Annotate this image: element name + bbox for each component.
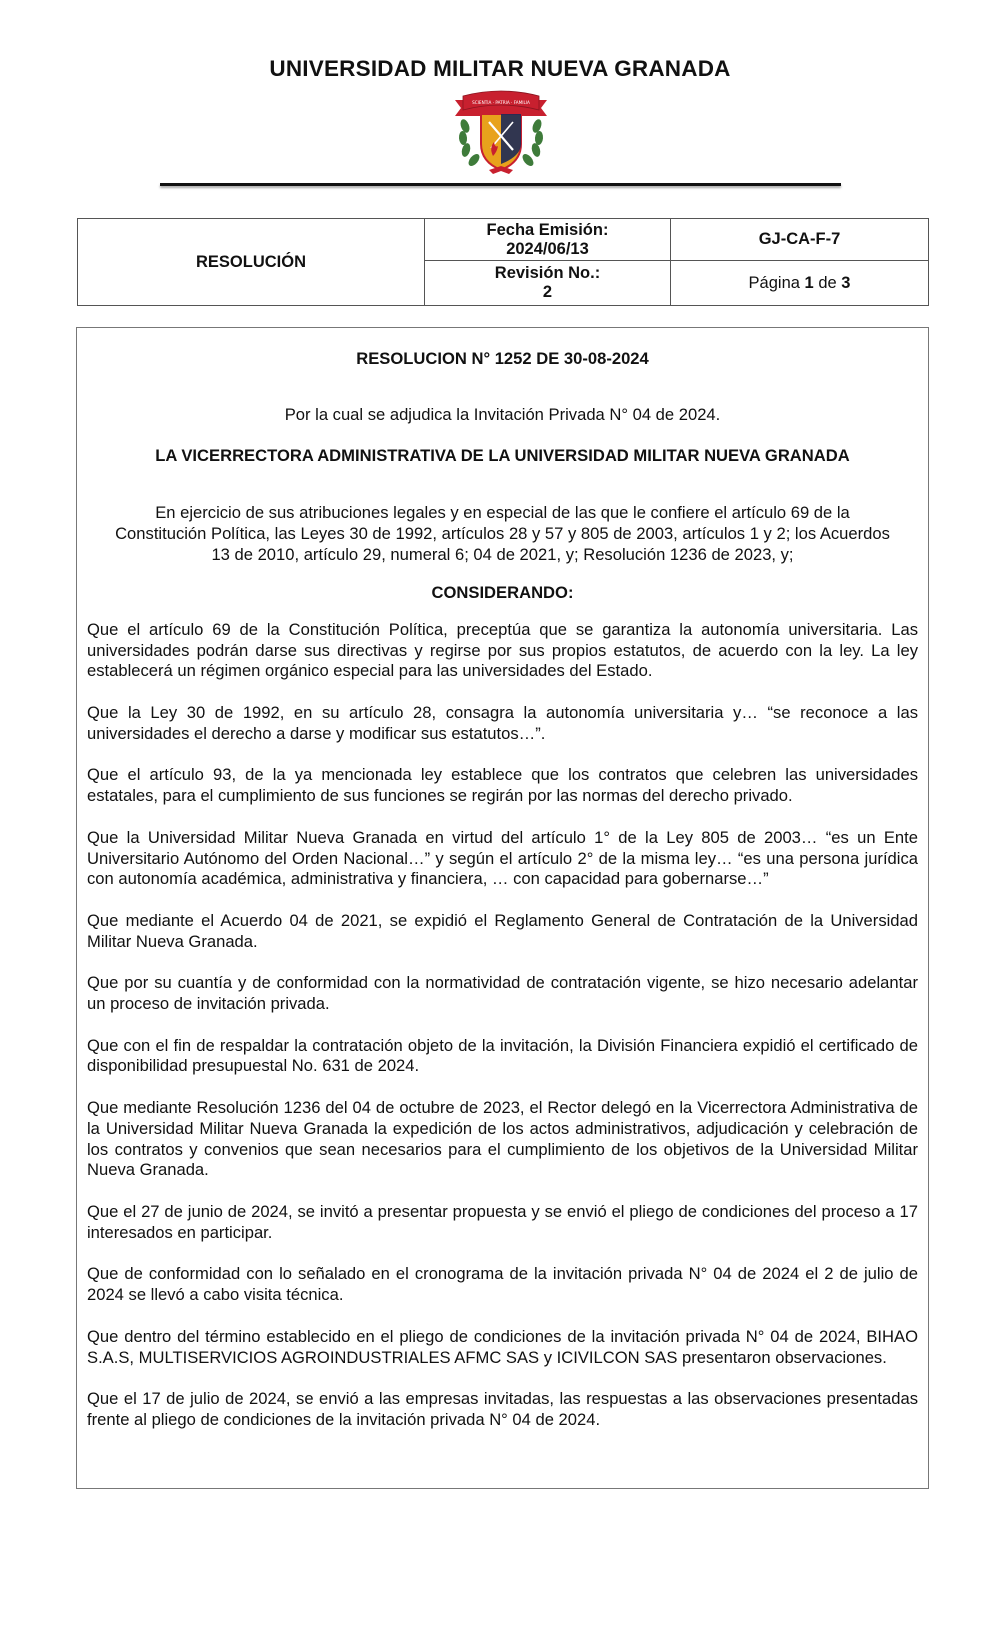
- page-total: 3: [841, 273, 851, 292]
- page-current: 1: [804, 273, 814, 292]
- resolution-subject: Por la cual se adjudica la Invitación Privada N° 04 de 2024.: [284, 404, 721, 424]
- issuing-authority: LA VICERRECTORA ADMINISTRATIVA DE LA UNIVERSIDAD MILITAR NUEVA GRANADA: [155, 446, 850, 466]
- doc-code-cell: [671, 219, 929, 261]
- legal-basis: En ejercicio de sus atribuciones legales y en especial de las que le confiere el artículo 69 de la Constitución Política, las Leyes 30 de 1992, artículos 28 y 57 y 805 de 2003, artículos 1 y 2; los Acuerdos 13 de 2010, artículo 29, numeral 6; 04 de 2021, y; Resolución 1236 de 2023, y;: [115, 503, 890, 564]
- issue-date-label: Fecha Emisión:: [486, 220, 609, 239]
- doc-type: RESOLUCIÓN: [195, 252, 306, 271]
- resolution-title: RESOLUCION N° 1252 DE 30-08-2024: [356, 349, 649, 368]
- revision-value: 2: [542, 283, 553, 301]
- considering-paragraph: Que el 17 de julio de 2024, se envió a las empresas invitadas, las respuestas a las observaciones presentadas frente al pliego de condiciones de la invitación privada N° 04 de 2024.: [87, 1389, 918, 1429]
- document-control-table: [77, 218, 929, 306]
- revision-cell: [425, 261, 671, 306]
- university-seal-logo: [451, 86, 551, 176]
- revision-label: Revisión No.:: [494, 264, 601, 282]
- doc-type-cell: [78, 219, 425, 306]
- issue-date-cell: [425, 219, 671, 261]
- page-label: Página: [748, 273, 800, 292]
- page-of: de: [818, 273, 837, 292]
- considering-paragraph: Que la Ley 30 de 1992, en su artículo 28, consagra la autonomía universitaria y… “se reconoce a las universidades el derecho a darse y modificar sus estatutos…”.: [87, 703, 918, 743]
- resolution-body-frame: [76, 327, 929, 1489]
- considering-paragraph: Que por su cuantía y de conformidad con la normatividad de contratación vigente, se hizo necesario adelantar un proceso de invitación privada.: [87, 973, 918, 1014]
- resolution-body: [87, 348, 918, 1431]
- page-number-cell: [671, 261, 929, 306]
- considering-paragraph: Que el artículo 69 de la Constitución Política, preceptúa que se garantiza la autonomía universitaria. Las universidades podrán darse sus directivas y regirse por sus propios estatutos, de acuerdo con la ley. La ley establecerá un régimen orgánico especial para las universidades del Estado.: [87, 619, 918, 681]
- issue-date-value: 2024/06/13: [506, 239, 589, 258]
- shield-crest-icon: [451, 86, 551, 176]
- considering-paragraph: Que el artículo 93, de la ya mencionada ley establece que los contratos que celebren las universidades estatales, para el cumplimiento de sus funciones se regirán por las normas del derecho privado.: [87, 765, 918, 806]
- doc-code: GJ-CA-F-7: [758, 230, 841, 248]
- considering-paragraph: Que de conformidad con lo señalado en el cronograma de la invitación privada N° 04 de 2024 el 2 de julio de 2024 se llevó a cabo visita técnica.: [87, 1264, 918, 1305]
- considering-paragraph: Que dentro del término establecido en el pliego de condiciones de la invitación privada N° 04 de 2024, BIHAO S.A.S, MULTISERVICIOS AGROINDUSTRIALES AFMC SAS y ICIVILCON SAS presentaron observaciones.: [87, 1326, 918, 1367]
- seal-motto: SCIENTIA · PATRIA · FAMILIA: [472, 100, 530, 105]
- considering-paragraph: Que con el fin de respaldar la contratación objeto de la invitación, la División Financiera expidió el certificado de disponibilidad presupuestal No. 631 de 2024.: [87, 1035, 918, 1076]
- considering-paragraph: Que la Universidad Militar Nueva Granada en virtud del artículo 1° de la Ley 805 de 2003… “es un Ente Universitario Autónomo del Orden Nacional…” y según el artículo 2° de la misma ley… “es una persona jurídica con autonomía académica, administrativa y financiera, … con capacidad para gobernarse…”: [87, 827, 918, 889]
- considering-paragraph: Que mediante el Acuerdo 04 de 2021, se expidió el Reglamento General de Contratación de la Universidad Militar Nueva Granada.: [87, 910, 918, 951]
- university-title: UNIVERSIDAD MILITAR NUEVA GRANADA: [269, 56, 731, 81]
- header-divider: [160, 183, 841, 186]
- considering-paragraph: Que mediante Resolución 1236 del 04 de octubre de 2023, el Rector delegó en la Vicerrectora Administrativa de la Universidad Militar Nueva Granada la expedición de los actos administrativos, adjudicación y celebración de los contratos y convenios que sean necesarios para el cumplimiento de los objetivos de la Universidad Militar Nueva Granada.: [87, 1098, 918, 1180]
- considering-paragraph: Que el 27 de junio de 2024, se invitó a presentar propuesta y se envió el pliego de condiciones del proceso a 17 interesados en participar.: [87, 1201, 918, 1242]
- considering-heading: CONSIDERANDO:: [431, 583, 574, 603]
